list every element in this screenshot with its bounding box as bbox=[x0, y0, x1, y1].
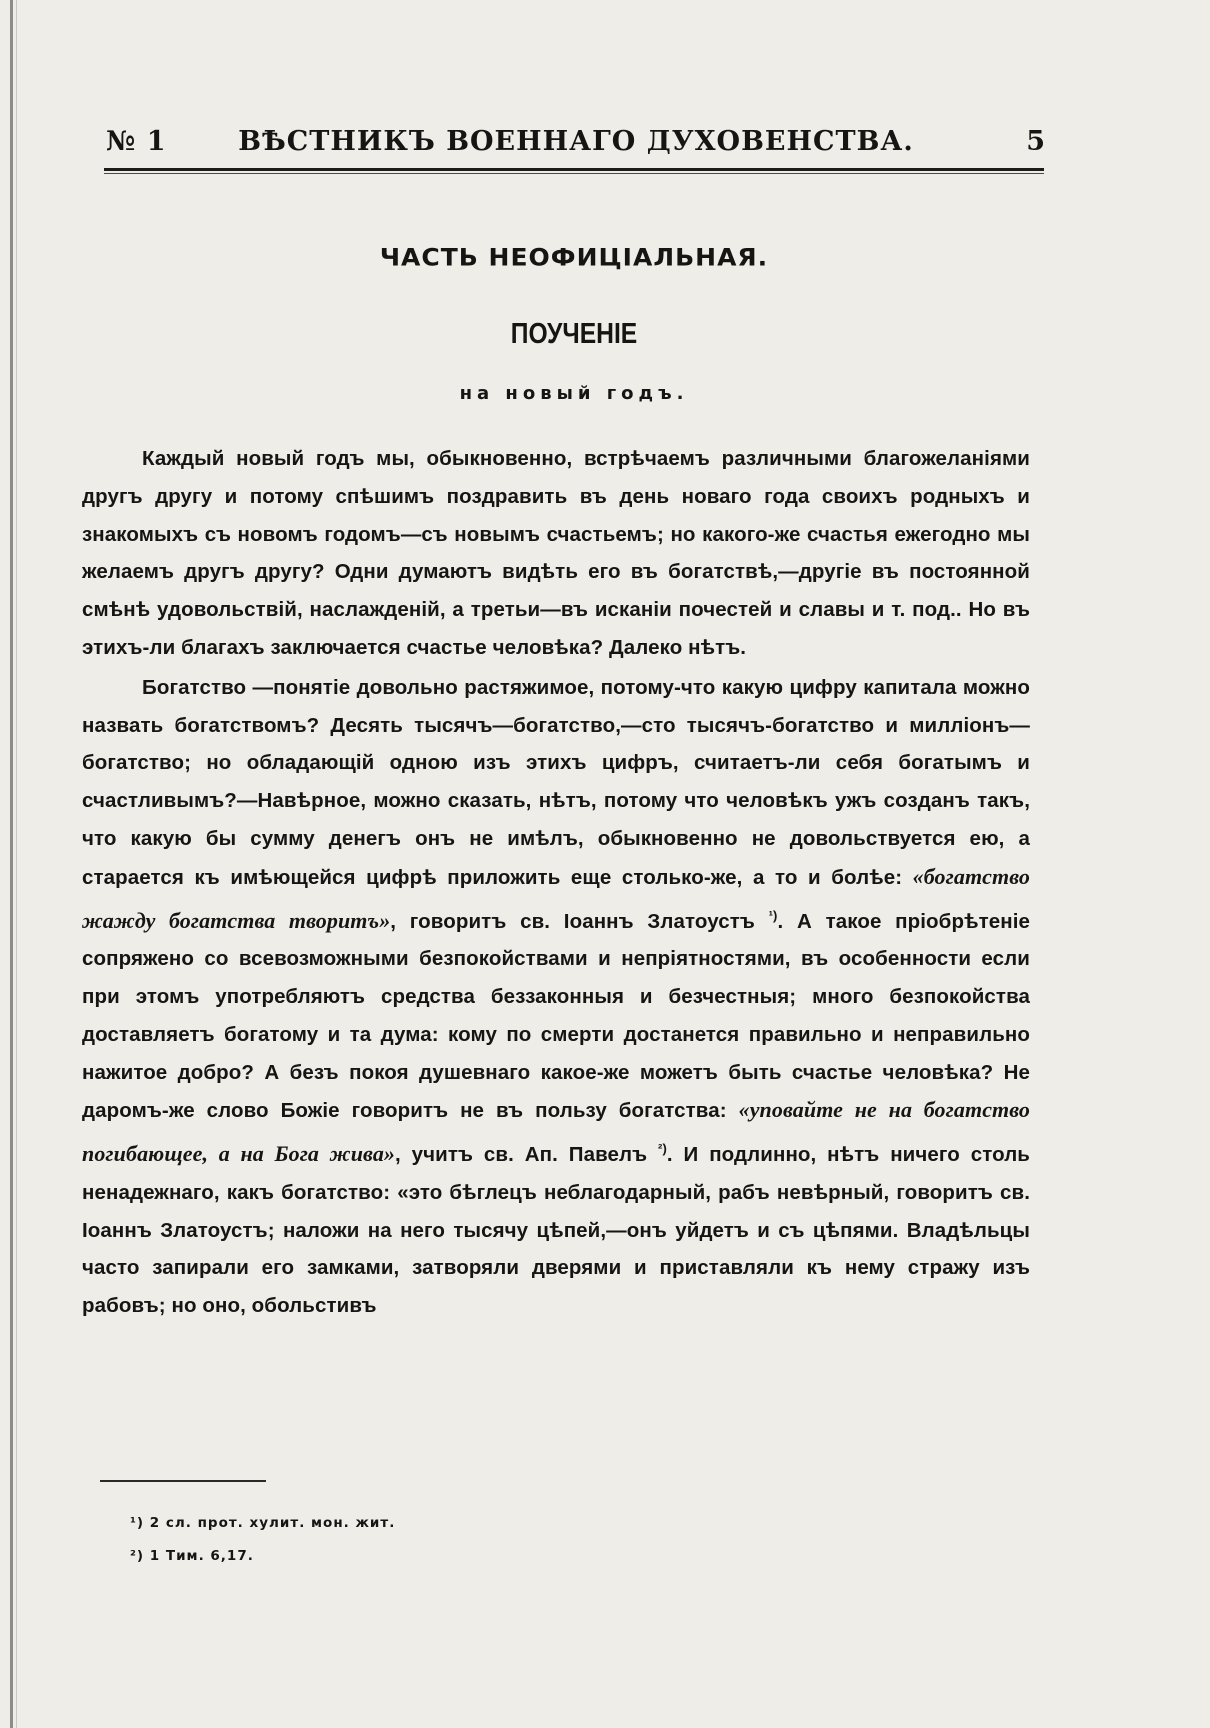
running-header bbox=[106, 126, 1046, 166]
body-text bbox=[82, 440, 1030, 1325]
text-run: , учитъ св. Ап. Павелъ bbox=[395, 1143, 659, 1166]
footnote-rule bbox=[100, 1480, 266, 1482]
binding-edge-line bbox=[16, 0, 17, 1728]
text-run: , говоритъ св. Іоаннъ Златоустъ bbox=[390, 909, 769, 933]
text-run: Каждый новый годъ мы, обыкновенно, встрѣчаемъ различными благожеланіями другъ другу и потому спѣшимъ поздравить въ день новаго года своихъ родныхъ и знакомыхъ съ новомъ годомъ—съ новымъ счастьемъ; но какого-же счастья ежегодно мы желаемъ другъ другу? Одни думаютъ видѣть его въ богатствѣ,—другіе въ постоянной смѣнѣ удовольствій, наслажденій, а третьи—въ исканіи почестей и славы и т. под.. Но въ этихъ-ли благахъ заключается счастье человѣка? Далеко нѣтъ. bbox=[82, 447, 1030, 659]
text-run: . А такое пріобрѣтеніе сопряжено со всевозможными безпокойствами и непріятностями, въ особенности если при этомъ употребляютъ средства беззаконныя и безчестныя; много безпокойства доставляетъ богатому и та дума: кому по смерти достанется правильно и неправильно нажитое добро? А безъ покоя душевнаго какое-же можетъ быть счастье человѣка? Не даромъ-же слово Божіе говоритъ не въ пользу богатства: bbox=[82, 909, 1030, 1123]
header-rule-thin bbox=[104, 173, 1044, 174]
sermon-subtitle: на новый годъ. bbox=[459, 383, 689, 404]
paragraph bbox=[82, 440, 1030, 667]
page-number: 5 bbox=[1026, 126, 1046, 157]
paragraph bbox=[82, 669, 1030, 1325]
quotation: «богатство жажду богатства творитъ» bbox=[82, 863, 1030, 933]
journal-title: ВѢСТНИКЪ ВОЕННАГО ДУХОВЕНСТВА. bbox=[238, 126, 914, 157]
footnote-ref: ²) bbox=[658, 1141, 667, 1157]
text-run: Богатство —понятіе довольно растяжимое, потому-что какую цифру капитала можно назвать богатствомъ? Десять тысячъ—богатство,—сто тысячъ-богатство и милліонъ—богатство; но обладающій одною изъ этихъ цифръ, считаетъ-ли себя богатымъ и счастливымъ?—Навѣрное, можно сказать, нѣтъ, потому что человѣкъ ужъ созданъ такъ, что какую бы сумму денегъ онъ не имѣлъ, обыкновенно не довольствуется ею, а старается къ имѣющейся цифрѣ приложить еще столько-же, а то и болѣе: bbox=[82, 675, 1030, 889]
footnote-ref: ¹) bbox=[768, 907, 778, 923]
footnotes bbox=[130, 1507, 830, 1573]
binding-edge bbox=[10, 0, 13, 1728]
header-rule bbox=[104, 168, 1044, 171]
footnote-2: ²) 1 Тим. 6,17. bbox=[130, 1548, 254, 1564]
text-run: . И подлинно, нѣтъ ничего столь ненадежнаго, какъ богатство: «это бѣглецъ неблагодарный, рабъ невѣрный, говоритъ св. Іоаннъ Златоустъ; наложи на него тысячу цѣпей,—онъ уйдетъ и съ цѣпями. Владѣльцы часто запирали его замками, затворяли дверями и приставляли къ нему стражу изъ рабовъ; но оно, обольстивъ bbox=[82, 1143, 1031, 1318]
quotation: «уповайте не на богатство погибающее, а на Бога жива» bbox=[82, 1097, 1031, 1166]
section-title: ЧАСТЬ НЕОФИЦІАЛЬНАЯ. bbox=[379, 243, 769, 272]
sermon-title: ПОУЧЕНІЕ bbox=[510, 318, 638, 350]
issue-number: № 1 bbox=[106, 126, 167, 157]
footnote-1: ¹) 2 сл. прот. хулит. мон. жит. bbox=[130, 1515, 396, 1531]
